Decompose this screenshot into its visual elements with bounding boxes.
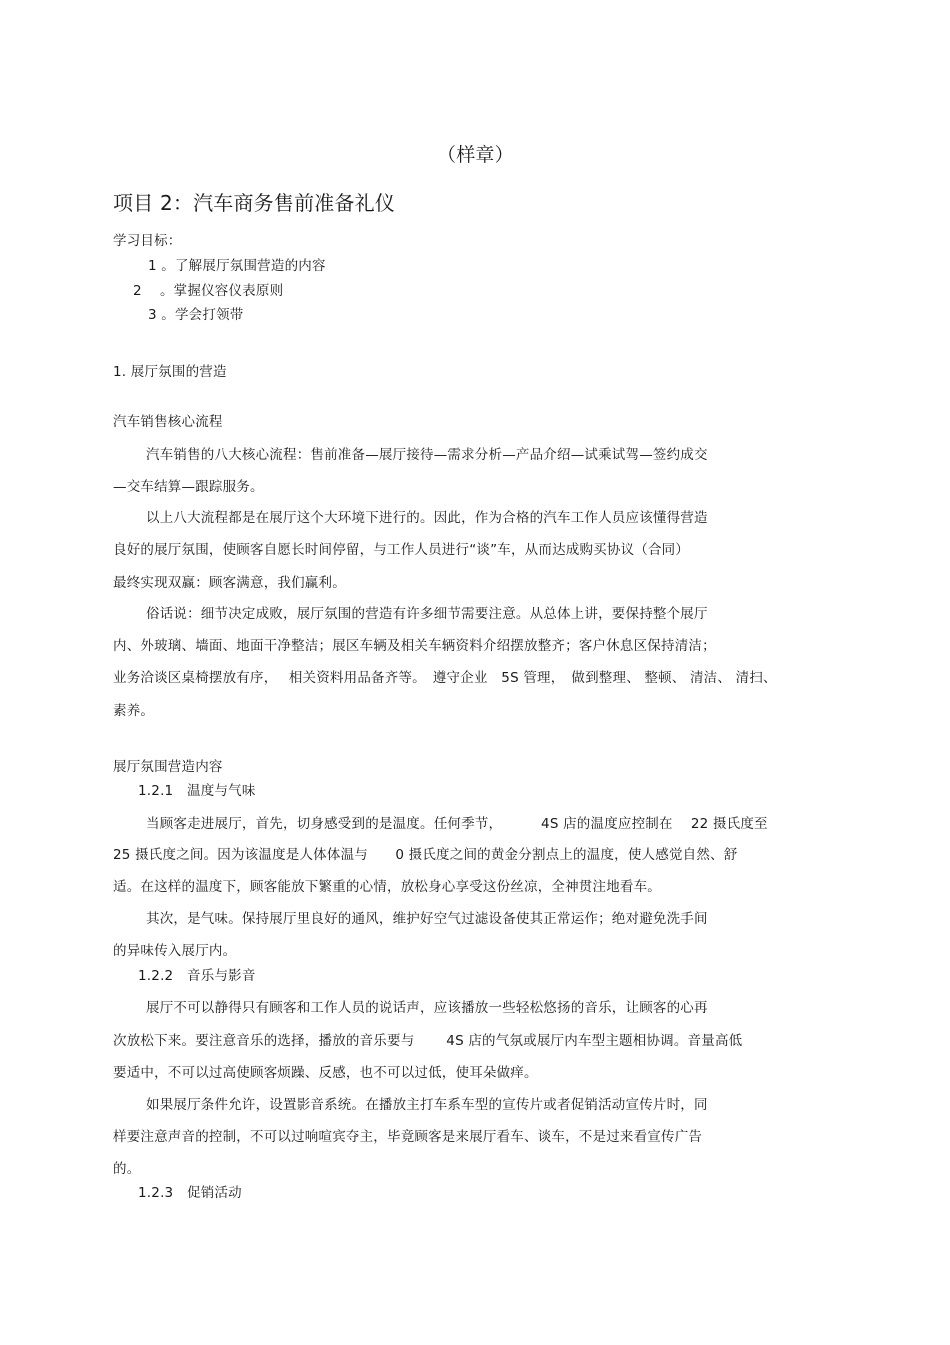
paragraph-line: 当顾客走进展厅，首先，切身感受到的是温度。任何季节， 4S 店的温度应控制在 22 摄氏度至 — [146, 816, 768, 832]
paragraph-line: 的。 — [113, 1161, 141, 1177]
paragraph-line: 次放松下来。要注意音乐的选择，播放的音乐要与 4S 店的气氛或展厅内车型主题相协调。音量高低 — [113, 1033, 743, 1049]
objective-item: 3 。学会打领带 — [148, 307, 244, 323]
paragraph-line: 如果展厅条件允许，设置影音系统。在播放主打车系车型的宣传片或者促销活动宣传片时，同 — [146, 1097, 708, 1113]
objective-item: 1 。了解展厅氛围营造的内容 — [148, 258, 326, 274]
paragraph-line: 最终实现双赢：顾客满意，我们赢利。 — [113, 575, 346, 591]
objective-item: 2 。掌握仪容仪表原则 — [133, 283, 284, 299]
subsection-heading: 1.2.3 促销活动 — [138, 1185, 242, 1201]
project-title: 项目 2：汽车商务售前准备礼仪 — [113, 191, 396, 215]
paragraph-line: 展厅不可以静得只有顾客和工作人员的说话声，应该播放一些轻松悠扬的音乐，让顾客的心再 — [146, 1000, 708, 1016]
paragraph-line: 以上八大流程都是在展厅这个大环境下进行的。因此，作为合格的汽车工作人员应该懂得营造 — [146, 510, 708, 526]
subsection-heading: 1.2.1 温度与气味 — [138, 783, 256, 799]
subsection-heading: 1.2.2 音乐与影音 — [138, 968, 256, 984]
paragraph-line: 素养。 — [113, 703, 155, 719]
paragraph-line: 适。在这样的温度下，顾客能放下繁重的心情，放松身心享受这份丝凉，全神贯注地看车。 — [113, 879, 661, 895]
paragraph-line: —交车结算—跟踪服务。 — [113, 479, 264, 495]
paragraph-line: 样要注意声音的控制，不可以过响喧宾夺主，毕竟顾客是来展厅看车、谈车，不是过来看宣传广告 — [113, 1129, 703, 1145]
paragraph-line: 良好的展厅氛围，使顾客自愿长时间停留，与工作人员进行“谈”车，从而达成购买协议（合同） — [113, 542, 690, 558]
objectives-label: 学习目标： — [113, 233, 182, 249]
subsection-title: 展厅氛围营造内容 — [113, 759, 223, 775]
paragraph-line: 业务洽谈区桌椅摆放有序， 相关资料用品备齐等。 遵守企业 5S 管理， 做到整理、 整顿、 清洁、 清扫、 — [113, 670, 777, 686]
sample-stamp: （样章） — [437, 144, 514, 166]
paragraph-line: 俗话说：细节决定成败，展厅氛围的营造有许多细节需要注意。从总体上讲，要保持整个展厅 — [146, 606, 708, 622]
paragraph-line: 其次，是气味。保持展厅里良好的通风，维护好空气过滤设备使其正常运作；绝对避免洗手间 — [146, 911, 708, 927]
paragraph-line: 汽车销售的八大核心流程：售前准备—展厅接待—需求分析—产品介绍—试乘试驾—签约成交 — [146, 447, 708, 463]
paragraph-line: 内、外玻璃、墙面、地面干净整洁；展区车辆及相关车辆资料介绍摆放整齐；客户休息区保持清洁； — [113, 638, 716, 654]
paragraph-line: 的异味传入展厅内。 — [113, 943, 237, 959]
paragraph-line: 要适中，不可以过高使顾客烦躁、反感，也不可以过低，使耳朵做痒。 — [113, 1065, 538, 1081]
subsection-title: 汽车销售核心流程 — [113, 414, 223, 430]
paragraph-line: 25 摄氏度之间。因为该温度是人体体温与 0 摄氏度之间的黄金分割点上的温度，使人感觉自然、舒 — [113, 847, 738, 863]
section-title: 1. 展厅氛围的营造 — [113, 364, 227, 380]
